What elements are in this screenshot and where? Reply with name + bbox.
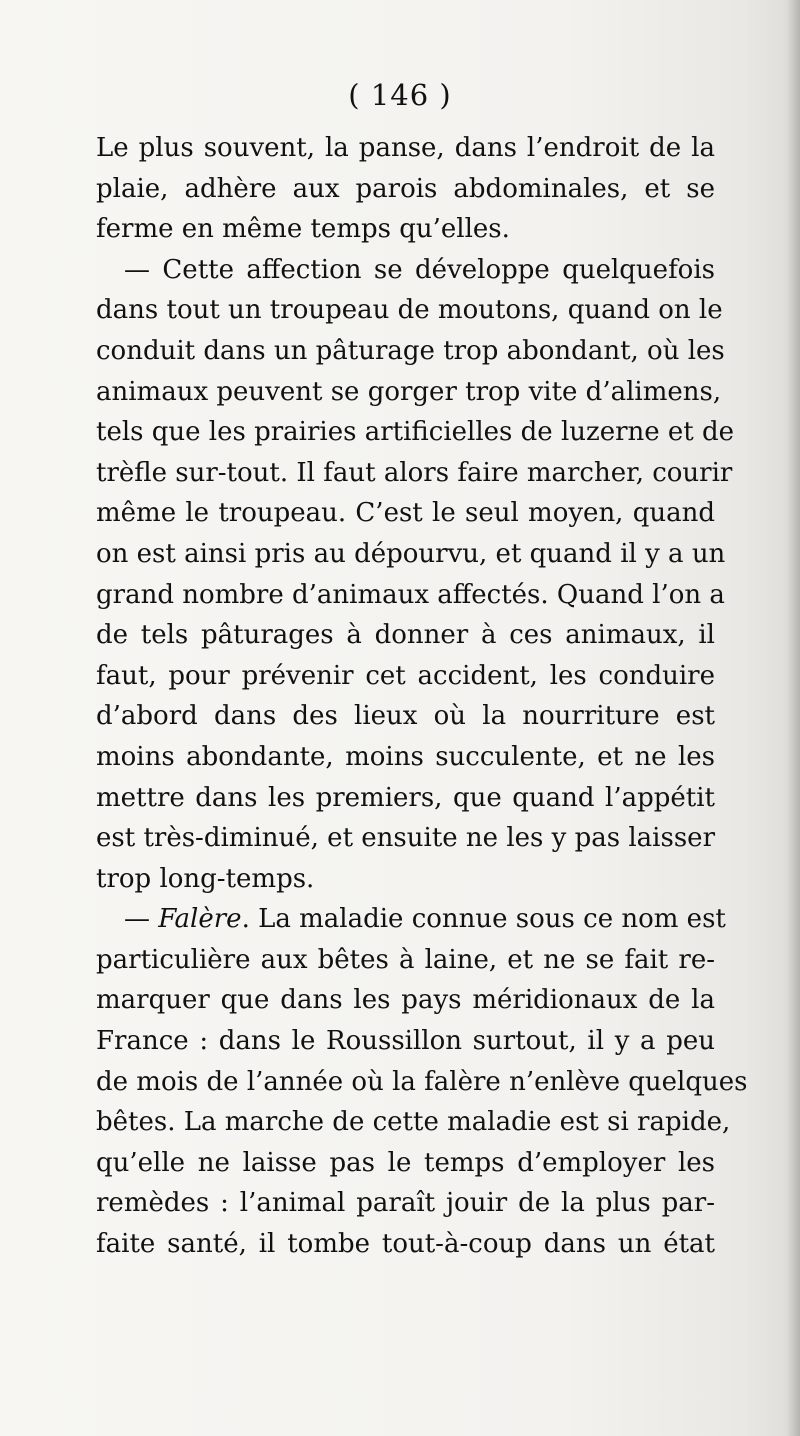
text-line: de mois de l’année où la falère n’enlève quelques (96, 1066, 748, 1097)
text-line: trop long-temps. (96, 863, 315, 894)
text-line: conduit dans un pâturage trop abondant, où les (96, 335, 725, 366)
text-line: est très-diminué, et ensuite ne les y pas laisser (96, 823, 715, 854)
text-line: bêtes. La marche de cette maladie est si rapide, (96, 1107, 731, 1138)
text-line: Le plus souvent, la panse, dans l’endroit de la (96, 133, 715, 163)
body-text (96, 128, 748, 1265)
text-line: même le troupeau. C’est le seul moyen, quand (96, 498, 715, 529)
text-line: faut, pour prévenir cet accident, les conduire (96, 660, 715, 691)
page-edge-shadow (786, 0, 800, 1436)
text-line: — Cette affection se développe quelquefois (124, 254, 715, 285)
text-line-with-italic-term (96, 899, 726, 940)
text-line: qu’elle ne laisse pas le temps d’employer les (96, 1147, 715, 1178)
text-line: ferme en même temps qu’elles. (96, 214, 510, 245)
text-line: plaie, adhère aux parois abdominales, et se (96, 173, 715, 204)
dash-prefix: — (124, 904, 159, 935)
text-line: marquer que dans les pays méridionaux de la (96, 985, 715, 1016)
page-number: ( 146 ) (348, 78, 452, 112)
text-line: trèfle sur-tout. Il faut alors faire marcher, courir (96, 457, 733, 488)
text-line: remèdes : l’animal paraît jouir de la plus par- (96, 1188, 715, 1219)
text-line: tels que les prairies artificielles de luzerne et de (96, 417, 735, 448)
text-line: grand nombre d’animaux affectés. Quand l’on a (96, 579, 725, 610)
text-line: dans tout un troupeau de moutons, quand on le (96, 295, 723, 326)
text-line: on est ainsi pris au dépourvu, et quand il y a un (96, 538, 726, 569)
text-line: d’abord dans des lieux où la nourriture est (96, 701, 715, 732)
text-line: de tels pâturages à donner à ces animaux, il (96, 620, 715, 651)
text-line: France : dans le Roussillon surtout, il y a peu (96, 1026, 715, 1057)
text-line: faite santé, il tombe tout-à-coup dans un état (96, 1229, 715, 1260)
text-line: animaux peuvent se gorger trop vite d’alimens, (96, 376, 722, 407)
text-line: moins abondante, moins succulente, et ne les (96, 741, 715, 772)
line-rest: . La maladie connue sous ce nom est (241, 904, 726, 935)
text-line: mettre dans les premiers, que quand l’appétit (96, 782, 715, 813)
italic-term: Falère (158, 904, 242, 935)
text-line: particulière aux bêtes à laine, et ne se fait re- (96, 944, 715, 975)
